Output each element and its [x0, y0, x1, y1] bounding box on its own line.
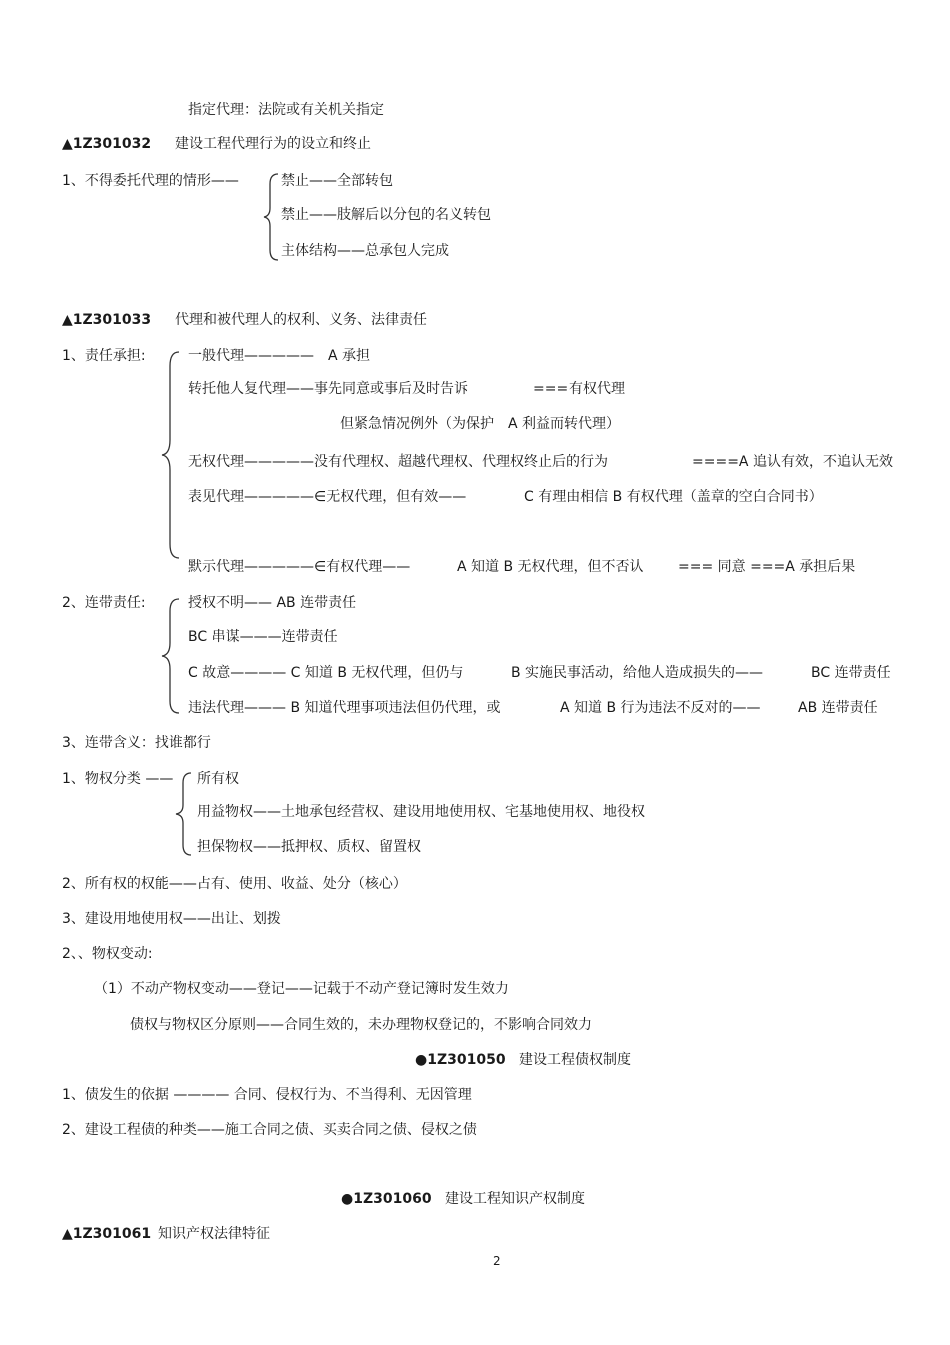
list-item: 但紧急情况例外（为保护 A 利益而转代理） [340, 416, 621, 432]
page-number: 2 [493, 1254, 501, 1268]
text-line: 3、连带含义：找谁都行 [62, 735, 211, 751]
section-code: ▲1Z301032 [62, 136, 152, 152]
list-item: 所有权 [197, 771, 239, 787]
list-item: C 故意———— C 知道 B 无权代理，但仍与 [188, 665, 464, 681]
item-heading: 1、责任承担: [62, 348, 146, 364]
list-item: A 知道 B 行为违法不反对的—— [560, 700, 761, 716]
item-heading: 1、物权分类 —— [62, 771, 174, 787]
text-line: （1）不动产物权变动——登记——记载于不动产登记簿时发生效力 [94, 981, 509, 997]
list-item: 主体结构——总承包人完成 [281, 243, 449, 259]
list-item: BC 串谋———连带责任 [188, 629, 338, 645]
brace-icon [174, 771, 194, 857]
list-item: 表见代理—————∈无权代理，但有效—— [188, 489, 467, 505]
section-title: 建设工程债权制度 [519, 1052, 631, 1068]
section-title: 代理和被代理人的权利、义务、法律责任 [175, 312, 427, 328]
text-line: 2、、物权变动: [62, 946, 153, 962]
text-line: 3、建设用地使用权——出让、划拨 [62, 911, 281, 927]
list-item: 一般代理————— A 承担 [188, 348, 371, 364]
section-title: 建设工程知识产权制度 [445, 1191, 585, 1207]
text-line: 1、债发生的依据 ———— 合同、侵权行为、不当得利、无因管理 [62, 1087, 472, 1103]
section-code: ▲1Z301061 [62, 1226, 152, 1242]
list-item: 担保物权——抵押权、质权、留置权 [197, 839, 421, 855]
designated-agency-line: 指定代理：法院或有关机关指定 [188, 102, 384, 118]
list-item-result: AB 连带责任 [798, 700, 878, 716]
list-item-result: 有权代理 [569, 381, 625, 397]
list-item-result: C 有理由相信 B 有权代理（盖章的空白合同书） [524, 489, 823, 505]
list-item-result: === 同意 ===A 承担后果 [678, 559, 856, 575]
list-item: 禁止——全部转包 [281, 173, 393, 189]
item-heading: 2、连带责任: [62, 595, 146, 611]
list-item: B 实施民事活动，给他人造成损失的—— [511, 665, 764, 681]
brace-icon [160, 597, 182, 715]
text-line: 2、所有权的权能——占有、使用、收益、处分（核心） [62, 876, 407, 892]
list-item-result: A 知道 B 无权代理，但不否认 [457, 559, 644, 575]
text-line: 2、建设工程债的种类——施工合同之债、买卖合同之债、侵权之债 [62, 1122, 477, 1138]
list-item: 禁止——肢解后以分包的名义转包 [281, 207, 491, 223]
section-code: ▲1Z301033 [62, 312, 152, 328]
list-item: 违法代理——— B 知道代理事项违法但仍代理，或 [188, 700, 501, 716]
brace-icon [262, 172, 282, 262]
section-title: 建设工程代理行为的设立和终止 [175, 136, 371, 152]
list-item: 转托他人复代理——事先同意或事后及时告诉 [188, 381, 468, 397]
section-code: ●1Z301060 [341, 1191, 432, 1207]
item-heading: 1、不得委托代理的情形—— [62, 173, 239, 189]
list-item-result: ====A 追认有效，不追认无效 [692, 454, 893, 470]
section-code: ●1Z301050 [415, 1052, 506, 1068]
list-item: 默示代理—————∈有权代理—— [188, 559, 411, 575]
list-item-result: BC 连带责任 [811, 665, 891, 681]
list-item: 无权代理—————没有代理权、超越代理权、代理权终止后的行为 [188, 454, 608, 470]
text-line: 债权与物权区分原则——合同生效的，未办理物权登记的，不影响合同效力 [130, 1017, 592, 1033]
list-item: 用益物权——土地承包经营权、建设用地使用权、宅基地使用权、地役权 [197, 804, 645, 820]
brace-icon [160, 350, 182, 560]
list-item: 授权不明—— AB 连带责任 [188, 595, 357, 611]
equals-sign: === [533, 381, 569, 397]
section-title: 知识产权法律特征 [158, 1226, 270, 1242]
